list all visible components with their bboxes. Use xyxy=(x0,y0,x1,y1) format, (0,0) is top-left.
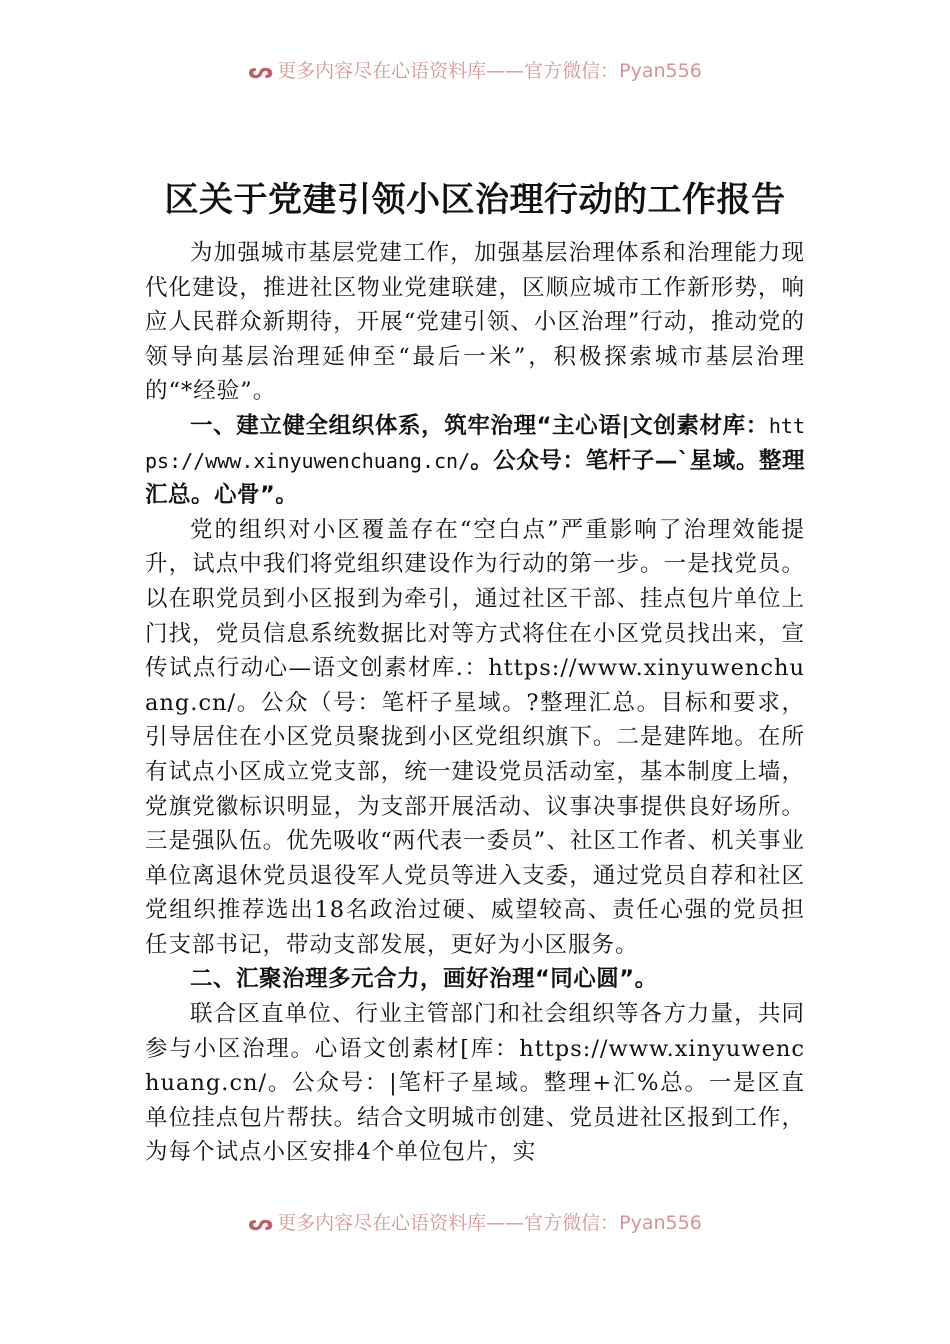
watermark-text: 更多内容尽在心语资料库——官方微信：Pyan556 xyxy=(277,1212,702,1234)
section-heading-1 xyxy=(145,409,805,513)
page-title: 区关于党建引领小区治理行动的工作报告 xyxy=(164,180,786,220)
section-heading-1-text-a: 一、建立健全组织体系，筑牢治理“主心语|文创素材库： xyxy=(190,412,769,439)
watermark-text: 更多内容尽在心语资料库——官方微信：Pyan556 xyxy=(277,60,702,82)
document-body xyxy=(145,236,805,1196)
watermark-bottom xyxy=(0,1208,950,1234)
section-heading-2: 二、汇聚治理多元合力，画好治理“同心圆”。 xyxy=(190,966,658,993)
paragraph-section-2: 联合区直单位、行业主管部门和社会组织等各方力量，共同参与小区治理。心语文创素材[库：https://www.xinyuwenchuang.cn/。公众号：|笔杆子星域。整理+汇%总。一是区直单位挂点包片帮扶。结合文明城市创建、党员进社区报到工作，为每个试点小区安排4个单位包片，实 xyxy=(145,1001,805,1166)
paragraph-section-1: 党的组织对小区覆盖存在“空白点”严重影响了治理效能提升，试点中我们将党组织建设作为行动的第一步。一是找党员。以在职党员到小区报到为牵引，通过社区干部、挂点包片单位上门找，党员信息系统数据比对等方式将住在小区党员找出来，宣传试点行动心—语文创素材库.：https://www.xinyuwenchuang.cn/。公众（号：笔杆子星域。?整理汇总。目标和要求，引导居住在小区党员聚拢到小区党组织旗下。二是建阵地。在所有试点小区成立党支部，统一建设党员活动室，基本制度上墙，党旗党徽标识明显，为支部开展活动、议事决事提供良好场所。三是强队伍。优先吸收“两代表一委员”、社区工作者、机关事业单位离退休党员退役军人党员等进入支委，通过党员自荐和社区党组织推荐选出18名政治过硬、威望较高、责任心强的党员担任支部书记，带动支部发展，更好为小区服务。 xyxy=(145,516,805,958)
paragraph-intro: 为加强城市基层党建工作，加强基层治理体系和治理能力现代化建设，推进社区物业党建联建，区顺应城市工作新形势，响应人民群众新期待，开展“党建引领、小区治理”行动，推动党的领导向基层治理延伸至“最后一米”，积极探索城市基层治理的“*经验”。 xyxy=(145,240,805,405)
watermark-logo-icon: ᔕ xyxy=(248,1211,274,1234)
section-heading-1-url: https://www.xinyuwenchuang.cn/ xyxy=(145,413,805,473)
watermark-top xyxy=(0,56,950,86)
watermark-logo-icon: ᔕ xyxy=(248,59,274,84)
section-heading-1-text-c: 。公众号：笔杆子—`星域。整理汇总。心骨”。 xyxy=(145,447,805,509)
